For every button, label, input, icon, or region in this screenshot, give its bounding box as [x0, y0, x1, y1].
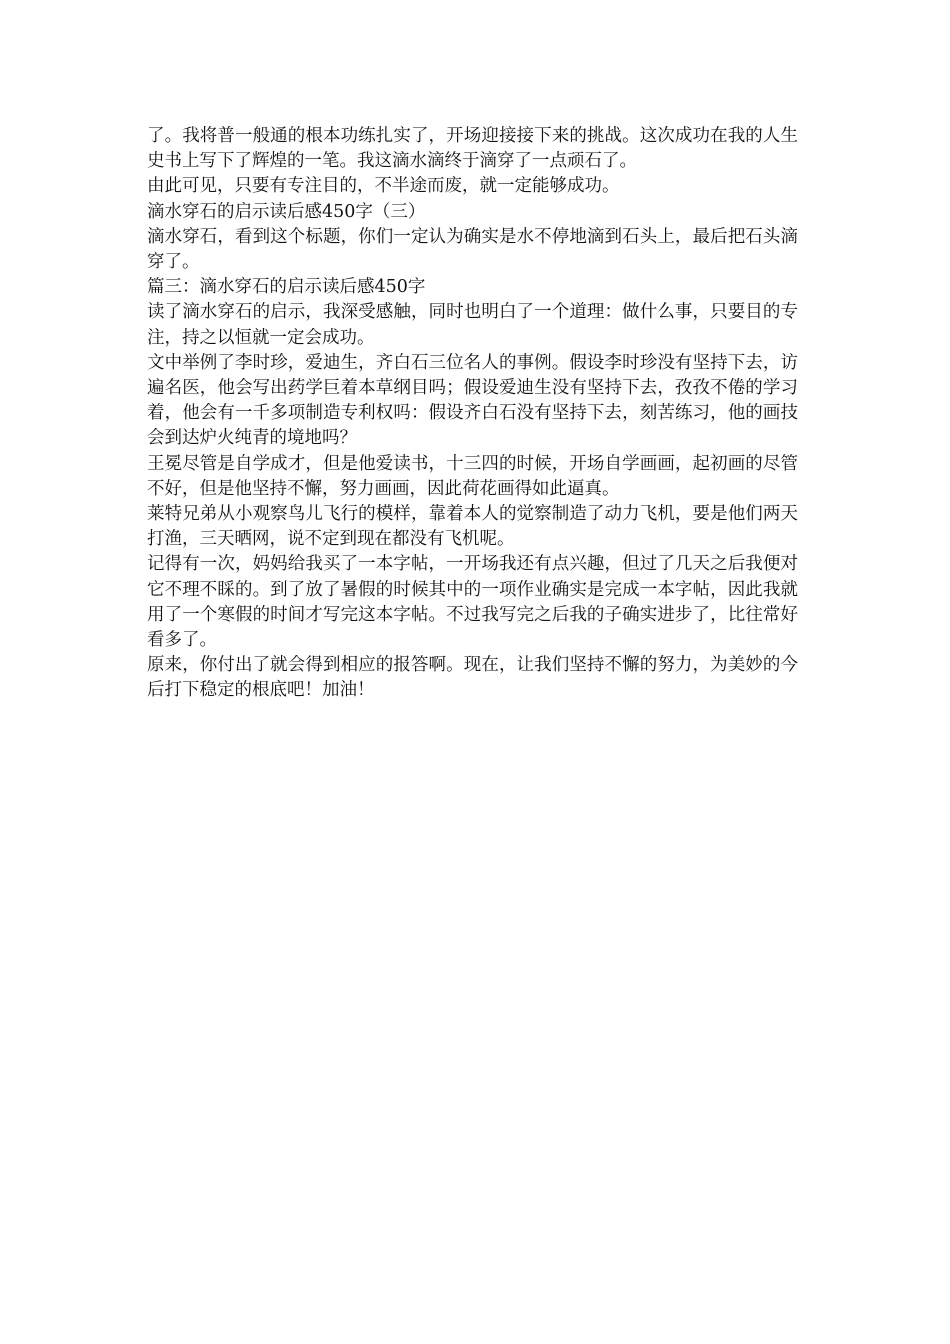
paragraph: 了。我将普一般通的根本功练扎实了，开场迎接接下来的挑战。这次成功在我的人生史书上写下了辉煌的一笔。我这滴水滴终于滴穿了一点顽石了。	[147, 126, 798, 172]
paragraph: 由此可见，只要有专注目的，不半途而废，就一定能够成功。	[147, 176, 620, 197]
section-heading: 篇三：滴水穿石的启示读后感450字	[147, 277, 426, 298]
paragraph: 莱特兄弟从小观察鸟儿飞行的模样，靠着本人的觉察制造了动力飞机，要是他们两天打渔，三天晒网，说不定到现在都没有飞机呢。	[147, 504, 798, 550]
section-heading: 滴水穿石的启示读后感450字（三）	[147, 201, 426, 222]
paragraph: 原来，你付出了就会得到相应的报答啊。现在，让我们坚持不懈的努力，为美妙的今后打下稳定的根底吧！加油！	[147, 655, 798, 701]
paragraph: 记得有一次，妈妈给我买了一本字帖，一开场我还有点兴趣，但过了几天之后我便对它不理不睬的。到了放了暑假的时候其中的一项作业确实是完成一本字帖，因此我就用了一个寒假的时间才写完这本字帖。不过我写完之后我的子确实进步了，比往常好看多了。	[147, 554, 798, 651]
document-body	[147, 124, 798, 704]
paragraph: 王冕尽管是自学成才，但是他爱读书，十三四的时候，开场自学画画，起初画的尽管不好，但是他坚持不懈，努力画画，因此荷花画得如此逼真。	[147, 453, 798, 499]
paragraph: 滴水穿石，看到这个标题，你们一定认为确实是水不停地滴到石头上，最后把石头滴穿了。	[147, 226, 798, 273]
paragraph: 文中举例了李时珍，爱迪生，齐白石三位名人的事例。假设李时珍没有坚持下去，访遍名医，他会写出药学巨着本草纲目吗；假设爱迪生没有坚持下去，孜孜不倦的学习着，他会有一千多项制造专利权吗：假设齐白石没有坚持下去，刻苦练习，他的画技会到达炉火纯青的境地吗？	[147, 352, 798, 449]
paragraph: 读了滴水穿石的启示，我深受感触，同时也明白了一个道理：做什么事，只要目的专注，持之以恒就一定会成功。	[147, 302, 798, 348]
